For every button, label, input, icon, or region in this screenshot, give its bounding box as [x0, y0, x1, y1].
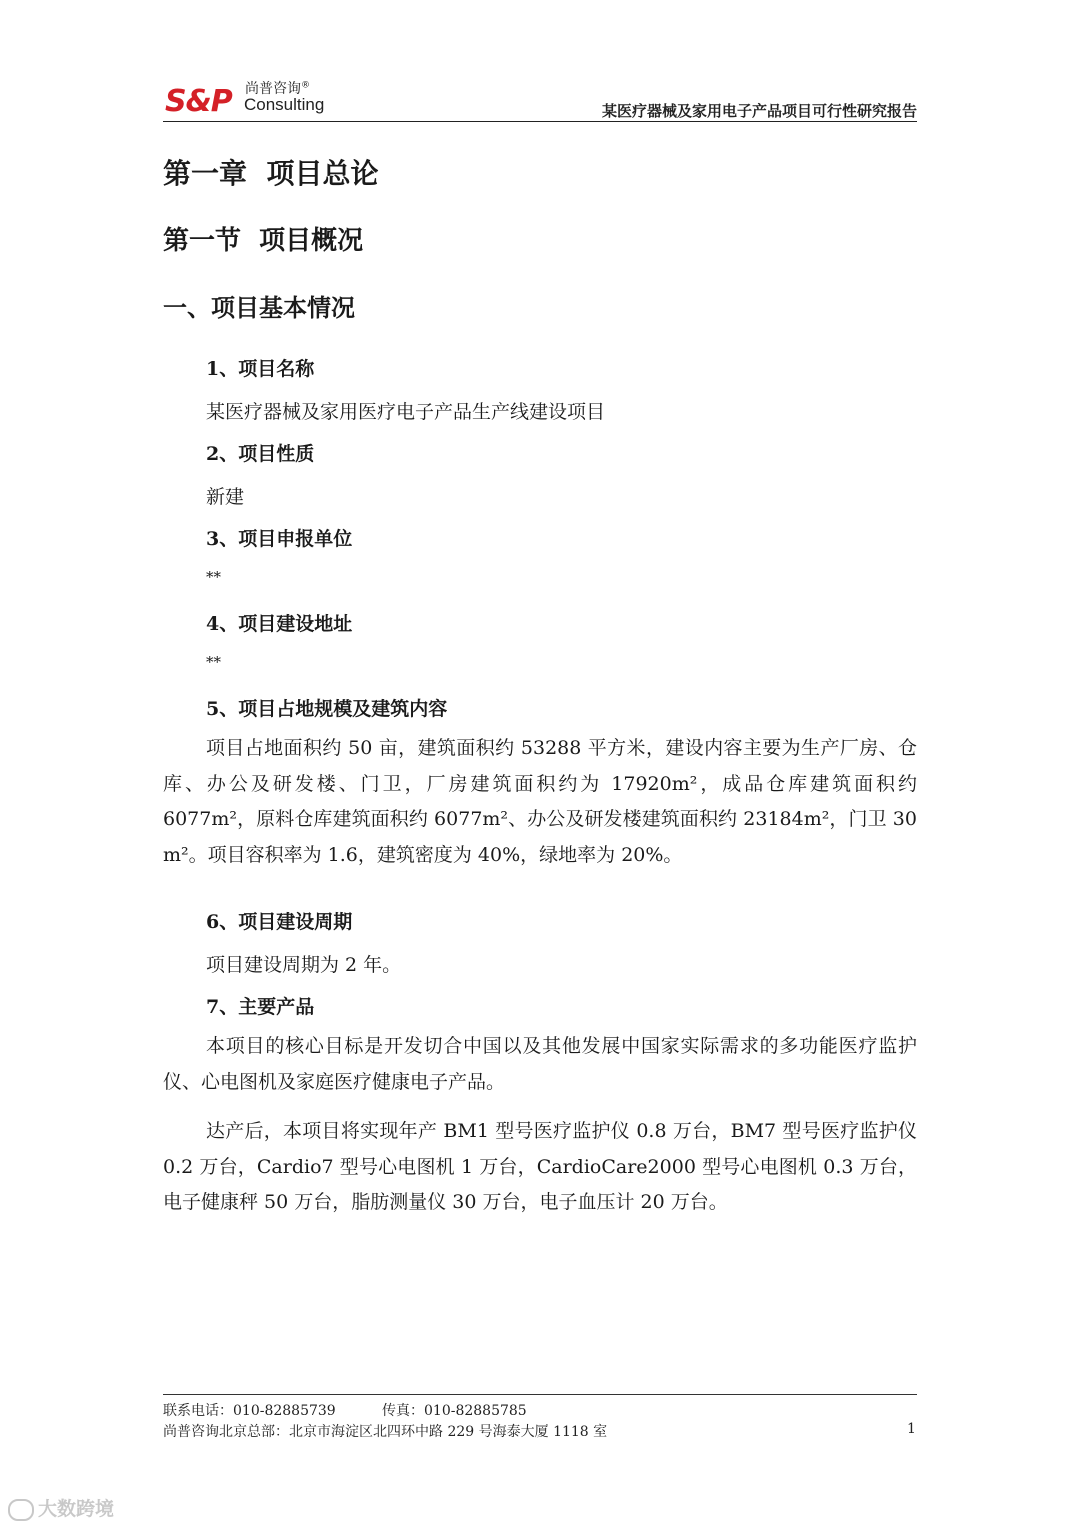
footer-fax: 传真：010-82885785	[382, 1403, 527, 1419]
report-title: 某医疗器械及家用电子产品项目可行性研究报告	[601, 102, 917, 120]
item-text-construction-period: 项目建设周期为 2 年。	[206, 954, 402, 976]
section-heading: 第一节 项目概况	[163, 226, 364, 256]
logo-sp-mark: S&P	[165, 84, 232, 119]
item-text-project-name: 某医疗器械及家用医疗电子产品生产线建设项目	[206, 401, 606, 423]
footer-address: 尚普咨询北京总部：北京市海淀区北四环中路 229 号海泰大厦 1118 室	[163, 1424, 608, 1440]
page-number: 1	[907, 1421, 916, 1437]
item-paragraph-land-scale: 项目占地面积约 50 亩，建筑面积约 53288 平方米，建设内容主要为生产厂房、仓库、办公及研发楼、门卫，厂房建筑面积约为 17920m²，成品仓库建筑面积约 6077m²，原料仓库建筑面积约 6077m²、办公及研发楼建筑面积约 23184m²，门卫 30 m²。项目容积率为 1.6，建筑密度为 40%，绿地率为 20%。	[163, 737, 917, 866]
item-heading-project-name: 1、项目名称	[206, 358, 315, 380]
item-heading-project-nature: 2、项目性质	[206, 443, 315, 465]
item-text-project-nature: 新建	[206, 486, 245, 508]
item-heading-construction-period: 6、项目建设周期	[206, 911, 353, 933]
company-logo	[165, 78, 335, 118]
item-paragraph-products-output: 达产后，本项目将实现年产 BM1 型号医疗监护仪 0.8 万台，BM7 型号医疗监护仪 0.2 万台，Cardio7 型号心电图机 1 万台，CardioCare2000 型号心电图机 0.3 万台，电子健康秤 50 万台，脂肪测量仪 30 万台，电子血压计 20 万台。	[163, 1120, 917, 1214]
watermark: 大数跨境	[8, 1494, 114, 1521]
header-divider	[163, 121, 917, 122]
footer-phone: 联系电话：010-82885739	[163, 1403, 336, 1419]
watermark-icon	[8, 1499, 34, 1521]
item-heading-address: 4、项目建设地址	[206, 613, 353, 635]
item-heading-applicant: 3、项目申报单位	[206, 528, 353, 550]
logo-chinese-name: 尚普咨询®	[245, 80, 310, 97]
item-paragraph-products-goal: 本项目的核心目标是开发切合中国以及其他发展中国家实际需求的多功能医疗监护仪、心电图机及家庭医疗健康电子产品。	[163, 1035, 917, 1093]
footer-divider	[163, 1394, 917, 1395]
chapter-heading: 第一章 项目总论	[163, 157, 379, 190]
logo-english-name: Consulting	[244, 95, 325, 114]
subsection-heading: 一、项目基本情况	[163, 293, 355, 322]
item-heading-main-products: 7、主要产品	[206, 996, 315, 1018]
item-text-address: **	[206, 653, 221, 671]
item-heading-land-scale: 5、项目占地规模及建筑内容	[206, 698, 448, 720]
item-text-applicant: **	[206, 568, 221, 586]
